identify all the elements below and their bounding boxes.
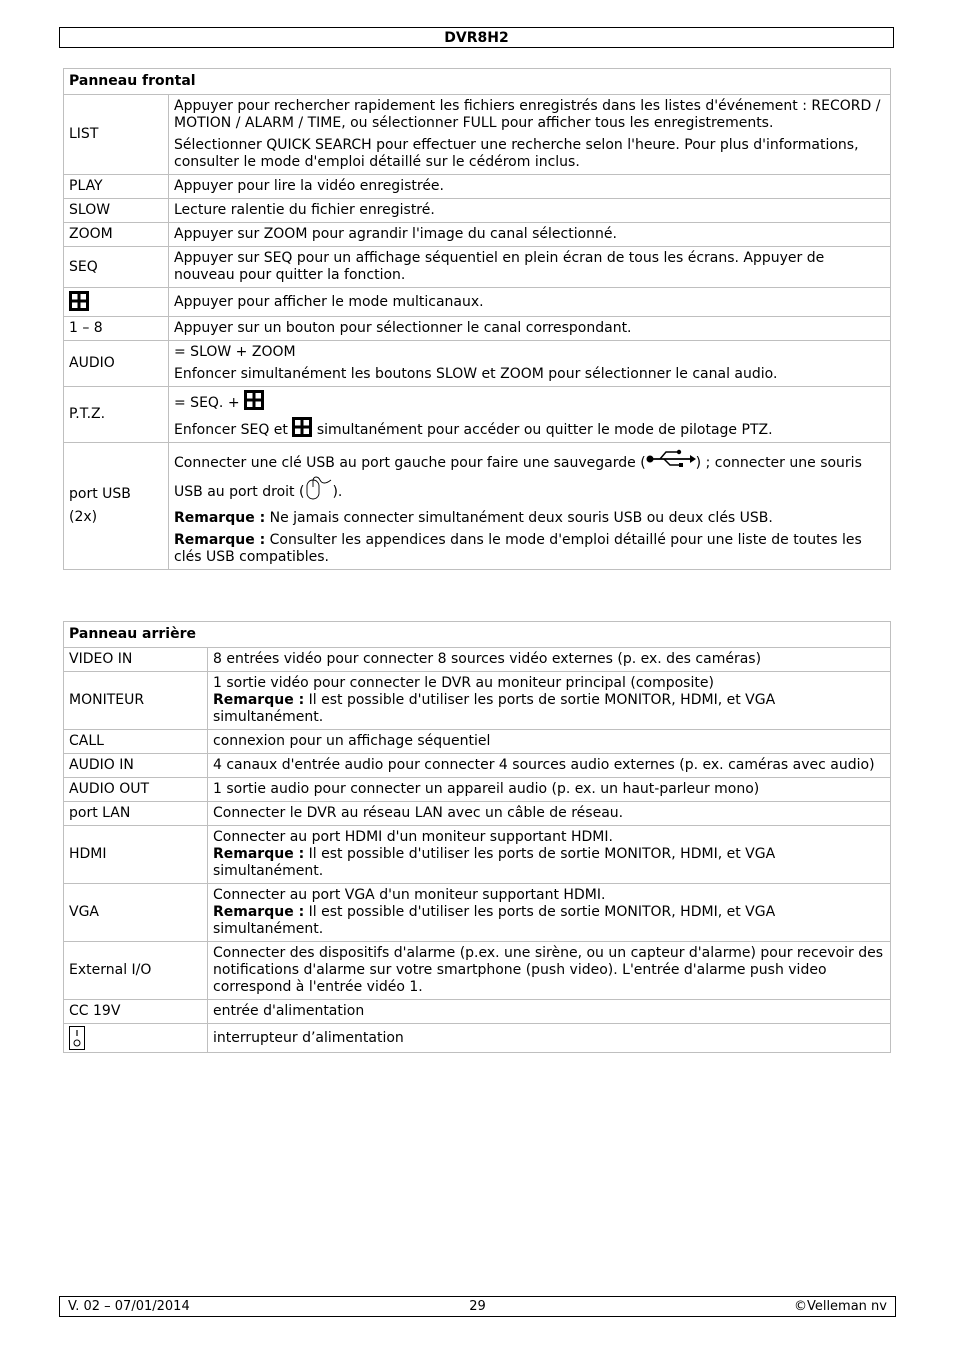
row-name: SLOW (64, 199, 169, 223)
row-name: AUDIO IN (64, 754, 208, 778)
footer-version: V. 02 – 07/01/2014 (68, 1299, 190, 1314)
row-name: AUDIO OUT (64, 778, 208, 802)
list-desc-p2: Sélectionner QUICK SEARCH pour effectuer une recherche selon l'heure. Pour plus d'informations, consulter le mode d'emploi détaillé sur le cédérom inclus. (174, 137, 859, 170)
usb-remark1: Ne jamais connecter simultanément deux souris USB ou deux clés USB. (269, 510, 773, 526)
ptz-line1: = SEQ. + (174, 395, 240, 411)
list-desc-p1: Appuyer pour rechercher rapidement les fichiers enregistrés dans les listes d'événement : RECORD / MOTION / ALARM / TIME, ou sélectionner FULL pour afficher tous les enregistrements. (174, 98, 881, 131)
row-name (64, 1024, 208, 1053)
table-row (64, 778, 891, 802)
table-row (64, 199, 891, 223)
row-name: SEQ (64, 247, 169, 288)
table-row (64, 288, 891, 317)
row-name: port LAN (64, 802, 208, 826)
remark-label: Remarque : (213, 692, 305, 708)
table-row (64, 754, 891, 778)
table-row (64, 317, 891, 341)
row-name: External I/O (64, 942, 208, 1000)
row-description: Connecter des dispositifs d'alarme (p.ex. une sirène, ou un capteur d'alarme) pour recevoir des notifications d'alarme sur votre smartphone (push video). L'entrée d'alarme push video correspond à l'entrée vidéo 1. (208, 942, 891, 1000)
row-description: Appuyer pour lire la vidéo enregistrée. (169, 175, 891, 199)
row-description: Appuyer sur SEQ pour un affichage séquentiel en plein écran de tous les écrans. Appuyer de nouveau pour quitter la fonction. (169, 247, 891, 288)
row-description: entrée d'alimentation (208, 1000, 891, 1024)
table-row (64, 884, 891, 942)
audio-line2: Enfoncer simultanément les boutons SLOW et ZOOM pour sélectionner le canal audio. (174, 366, 778, 382)
table-row (64, 1024, 891, 1053)
usb-p1-b: ) ; connecter une souris USB au port droit ( (174, 455, 862, 500)
row-description (208, 884, 891, 942)
hdmi-desc: Connecter au port HDMI d'un moniteur supportant HDMI. (213, 829, 613, 845)
row-name (64, 288, 169, 317)
front-panel-table (63, 68, 891, 570)
usb-remark2: Consulter les appendices dans le mode d'emploi détaillé pour une liste de toutes les clés USB compatibles. (174, 532, 862, 565)
table-row (64, 95, 891, 175)
row-name: PLAY (64, 175, 169, 199)
row-description: interrupteur d’alimentation (208, 1024, 891, 1053)
row-name: HDMI (64, 826, 208, 884)
row-description: 1 sortie audio pour connecter un appareil audio (p. ex. un haut-parleur mono) (208, 778, 891, 802)
row-description: 4 canaux d'entrée audio pour connecter 4 sources audio externes (p. ex. caméras avec audio) (208, 754, 891, 778)
front-panel-title: Panneau frontal (64, 69, 891, 95)
multichannel-grid-icon (69, 291, 89, 311)
remark-label: Remarque : (213, 904, 305, 920)
row-name: P.T.Z. (64, 387, 169, 443)
row-name: MONITEUR (64, 672, 208, 730)
row-description (208, 826, 891, 884)
moniteur-desc: 1 sortie vidéo pour connecter le DVR au moniteur principal (composite) (213, 675, 714, 691)
table-row (64, 672, 891, 730)
front-panel-header-row (64, 69, 891, 95)
usb-p1-c: ). (332, 484, 343, 500)
rear-panel-title: Panneau arrière (64, 622, 891, 648)
row-name: ZOOM (64, 223, 169, 247)
row-name: VGA (64, 884, 208, 942)
vga-desc: Connecter au port VGA d'un moniteur supportant HDMI. (213, 887, 606, 903)
row-description: connexion pour un affichage séquentiel (208, 730, 891, 754)
table-row (64, 942, 891, 1000)
ptz-line2-b: simultanément pour accéder ou quitter le mode de pilotage PTZ. (316, 422, 773, 438)
row-description (169, 443, 891, 570)
table-row (64, 341, 891, 387)
row-description: 8 entrées vidéo pour connecter 8 sources vidéo externes (p. ex. des caméras) (208, 648, 891, 672)
remark-text: Il est possible d'utiliser les ports de sortie MONITOR, HDMI, et VGA simultanément. (213, 904, 776, 937)
rear-panel-table (63, 621, 891, 1053)
table-row (64, 730, 891, 754)
multichannel-grid-icon (292, 417, 312, 437)
row-name (64, 443, 169, 570)
footer-copyright: ©Velleman nv (793, 1299, 887, 1314)
footer-page-number: 29 (469, 1299, 486, 1314)
row-description (169, 341, 891, 387)
row-description (169, 95, 891, 175)
remark-text: Il est possible d'utiliser les ports de sortie MONITOR, HDMI, et VGA simultanément. (213, 692, 776, 725)
row-description: Lecture ralentie du fichier enregistré. (169, 199, 891, 223)
remark-label: Remarque : (213, 846, 305, 862)
row-name: CALL (64, 730, 208, 754)
mouse-icon (304, 476, 332, 500)
table-row (64, 175, 891, 199)
row-description (169, 387, 891, 443)
usb-icon (646, 449, 696, 469)
row-name: 1 – 8 (64, 317, 169, 341)
row-name: AUDIO (64, 341, 169, 387)
table-row (64, 443, 891, 570)
multichannel-grid-icon (244, 390, 264, 410)
table-row (64, 826, 891, 884)
model-title: DVR8H2 (444, 30, 509, 46)
table-row (64, 247, 891, 288)
page-footer (59, 1296, 896, 1317)
usb-name-1: port USB (69, 486, 131, 502)
remark-text: Il est possible d'utiliser les ports de sortie MONITOR, HDMI, et VGA simultanément. (213, 846, 776, 879)
table-row (64, 387, 891, 443)
audio-line1: = SLOW + ZOOM (174, 344, 296, 360)
table-row (64, 1000, 891, 1024)
rear-panel-header-row (64, 622, 891, 648)
remark-label: Remarque : (174, 510, 266, 526)
row-description: Appuyer sur ZOOM pour agrandir l'image du canal sélectionné. (169, 223, 891, 247)
remark-label: Remarque : (174, 532, 266, 548)
ptz-line2-a: Enfoncer SEQ et (174, 422, 288, 438)
usb-name-2: (2x) (69, 509, 98, 525)
row-name: LIST (64, 95, 169, 175)
row-name: CC 19V (64, 1000, 208, 1024)
usb-p1-a: Connecter une clé USB au port gauche pour faire une sauvegarde ( (174, 455, 646, 471)
power-switch-icon (69, 1026, 85, 1050)
table-row (64, 648, 891, 672)
row-description (208, 672, 891, 730)
row-description: Connecter le DVR au réseau LAN avec un câble de réseau. (208, 802, 891, 826)
page-header (59, 27, 894, 48)
row-name: VIDEO IN (64, 648, 208, 672)
table-row (64, 223, 891, 247)
row-description: Appuyer pour afficher le mode multicanaux. (169, 288, 891, 317)
table-row (64, 802, 891, 826)
row-description: Appuyer sur un bouton pour sélectionner le canal correspondant. (169, 317, 891, 341)
